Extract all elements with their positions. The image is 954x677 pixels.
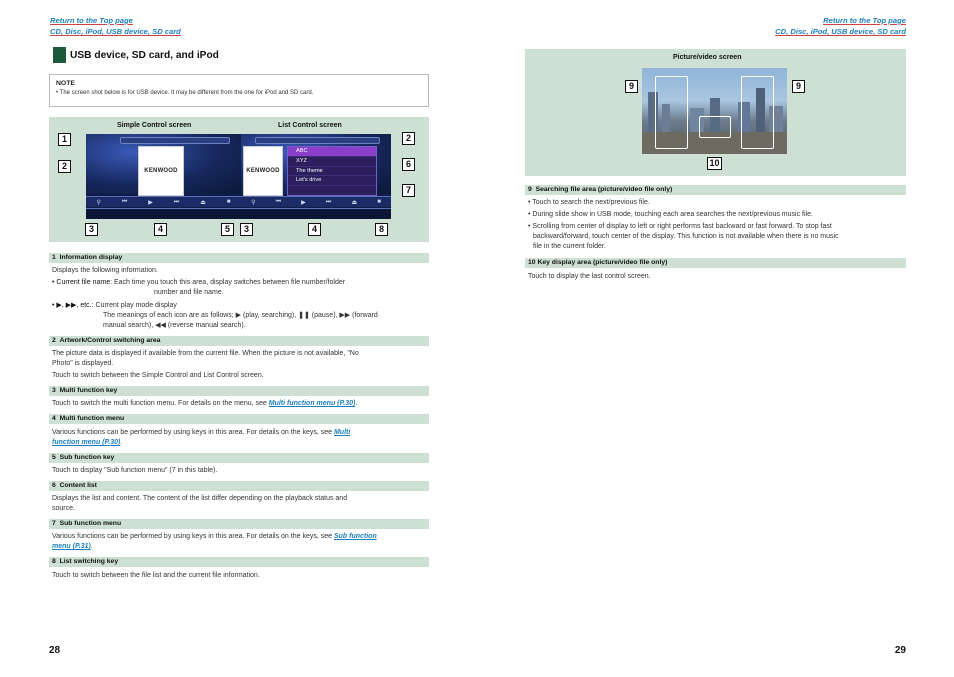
item-1-bullet-2: • ▶, ▶▶, etc.: Current play mode display — [52, 302, 177, 309]
item-6-header: 6 Content list — [49, 481, 429, 491]
callout-9-right: 9 — [792, 80, 805, 93]
search-area-left[interactable] — [655, 76, 688, 149]
callout-9-left: 9 — [625, 80, 638, 93]
next-icon[interactable]: ⏭ — [173, 198, 180, 205]
breadcrumb-link[interactable]: CD, Disc, iPod, USB device, SD card — [50, 27, 181, 36]
information-display[interactable] — [120, 137, 230, 144]
play-icon[interactable]: ▶ — [301, 199, 306, 206]
previous-icon[interactable]: ⏮ — [121, 198, 128, 205]
sub-function-link-part-2[interactable]: menu (P.31) — [52, 543, 91, 550]
picture-video-figure — [525, 49, 906, 176]
information-display-list[interactable] — [255, 137, 380, 144]
item-4-text-cont: function menu (P.30). — [52, 439, 123, 446]
control-screens-figure — [49, 117, 429, 242]
item-1-bullet-1-cont: number and file name. — [154, 289, 224, 296]
item-7-header: 7 Sub function menu — [49, 519, 429, 529]
list-item[interactable]: ABC — [288, 147, 376, 157]
item-1-bullet-2-l2: The meanings of each icon are as follows; ▶ (play, searching), ❚❚ (pause), ▶▶ (forward — [103, 312, 378, 319]
item-9-header: 9 Searching file area (picture/video file only) — [525, 185, 906, 195]
callout-2: 2 — [58, 160, 71, 173]
multi-link-part-2[interactable]: function menu (P.30) — [52, 439, 121, 446]
multi-link-part-1[interactable]: Multi — [333, 429, 351, 436]
play-icon[interactable]: ▶ — [148, 199, 153, 206]
kenwood-logo: KENWOOD — [144, 168, 178, 174]
item-8-text: Touch to switch between the file list and the current file information. — [52, 572, 260, 579]
callout-8: 8 — [375, 223, 388, 236]
item-9-bullet-3-l2: backward/forward, touch center of the display. This function is not available when there is no music — [533, 233, 839, 240]
list-item[interactable]: XYZ — [288, 157, 376, 167]
item-6-line-2: source. — [52, 505, 75, 512]
item-9-bullet-1: • Touch to search the next/previous file. — [528, 199, 650, 206]
simple-control-screen — [86, 134, 241, 219]
artwork-area[interactable] — [138, 146, 184, 196]
item-1-intro: Displays the following information. — [52, 267, 158, 274]
item-5-header: 5 Sub function key — [49, 453, 429, 463]
item-9-bullet-3: • Scrolling from center of display to left or right performs fast backward or fast forward. To stop fast — [528, 223, 832, 230]
item-6-line-1: Displays the list and content. The content of the list differ depending on the playback status and — [52, 495, 348, 502]
multi-function-menu-link[interactable]: Multi function menu (P.30) — [268, 400, 356, 407]
list-item[interactable]: The theme — [288, 167, 376, 177]
item-7-text-cont: menu (P.31). — [52, 543, 93, 550]
callout-3: 3 — [85, 223, 98, 236]
callout-2-right: 2 — [402, 132, 415, 145]
list-item[interactable]: Let's drive — [288, 176, 376, 186]
section-marker-icon — [53, 47, 66, 63]
sub-function-link-part-1[interactable]: Sub function — [333, 533, 377, 540]
item-9-bullet-3-l3: file in the current folder. — [533, 243, 606, 250]
list-control-caption: List Control screen — [278, 122, 342, 129]
picture-video-caption: Picture/video screen — [673, 54, 742, 61]
item-10-text: Touch to display the last control screen. — [528, 273, 651, 280]
eject-icon[interactable]: ⏏ — [351, 199, 358, 206]
item-2-line-3: Touch to switch between the Simple Control and List Control screen. — [52, 372, 264, 379]
item-9-bullet-2: • During slide show in USB mode, touching each area searches the next/previous music file. — [528, 211, 813, 218]
item-3-text: Touch to switch the multi function menu. For details on the menu, see Multi function menu (P.30). — [52, 400, 358, 407]
section-title: USB device, SD card, and iPod — [70, 49, 219, 61]
item-2-line-2: Photo" is displayed. — [52, 360, 114, 367]
item-8-header: 8 List switching key — [49, 557, 429, 567]
item-7-text: Various functions can be performed by using keys in this area. For details on the keys, see Sub function — [52, 533, 377, 540]
item-5-text: Touch to display "Sub function menu" (7 in this table). — [52, 467, 218, 474]
next-icon[interactable]: ⏭ — [325, 198, 332, 205]
note-text: • The screen shot below is for USB device. It may be different from the one for iPod and SD card. — [56, 90, 314, 96]
content-list[interactable] — [287, 146, 377, 196]
callout-1: 1 — [58, 133, 71, 146]
item-1-bullet-1: • Current file name: Each time you touch this area, display switches between file number/folder — [52, 279, 346, 286]
search-icon[interactable]: ⚲ — [96, 199, 101, 206]
page-number-left: 28 — [49, 645, 61, 656]
item-3-header: 3 Multi function key — [49, 386, 429, 396]
callout-6: 6 — [402, 158, 415, 171]
item-4-text: Various functions can be performed by using keys in this area. For details on the keys, see Multi — [52, 429, 351, 436]
section-heading — [53, 47, 219, 63]
kenwood-logo-list: KENWOOD — [246, 168, 280, 174]
list-switching-key[interactable]: ■ — [377, 199, 381, 205]
callout-5: 5 — [221, 223, 234, 236]
search-icon[interactable]: ⚲ — [251, 199, 256, 206]
list-control-screen — [241, 134, 391, 219]
note-title: NOTE — [56, 80, 75, 87]
search-area-right[interactable] — [741, 76, 774, 149]
item-2-line-1: The picture data is displayed if available from the current file. When the picture is not available, "No — [52, 350, 359, 357]
callout-10: 10 — [707, 157, 722, 170]
top-page-link[interactable]: Return to the Top page — [50, 16, 133, 25]
multi-function-menu[interactable] — [86, 196, 241, 207]
simple-control-caption: Simple Control screen — [117, 122, 192, 129]
item-10-header: 10 Key display area (picture/video file only) — [525, 258, 906, 268]
header-left — [50, 15, 181, 37]
lower-control-bar — [86, 208, 241, 219]
eject-icon[interactable]: ⏏ — [200, 199, 206, 206]
lower-control-bar-list — [241, 208, 391, 219]
artwork-area-list[interactable] — [243, 146, 283, 196]
breadcrumb-link-right[interactable]: CD, Disc, iPod, USB device, SD card — [775, 27, 906, 36]
item-4-header: 4 Multi function menu — [49, 414, 429, 424]
picture-video-screen — [642, 68, 787, 154]
item-2-header: 2 Artwork/Control switching area — [49, 336, 429, 346]
multi-function-menu-list[interactable] — [241, 196, 391, 207]
previous-icon[interactable]: ⏮ — [275, 198, 282, 205]
callout-3-right: 3 — [240, 223, 253, 236]
callout-4: 4 — [154, 223, 167, 236]
page-number-right: 29 — [894, 645, 906, 656]
key-display-area[interactable] — [699, 116, 731, 138]
sub-function-key[interactable]: ■ — [226, 199, 231, 205]
callout-4-right: 4 — [308, 223, 321, 236]
top-page-link-right[interactable]: Return to the Top page — [823, 16, 906, 25]
header-right — [775, 15, 906, 37]
note-box — [49, 74, 429, 107]
item-1-bullet-2-l3: manual search), ◀◀ (reverse manual search). — [103, 322, 246, 329]
item-1-header: 1 Information display — [49, 253, 429, 263]
callout-7: 7 — [402, 184, 415, 197]
